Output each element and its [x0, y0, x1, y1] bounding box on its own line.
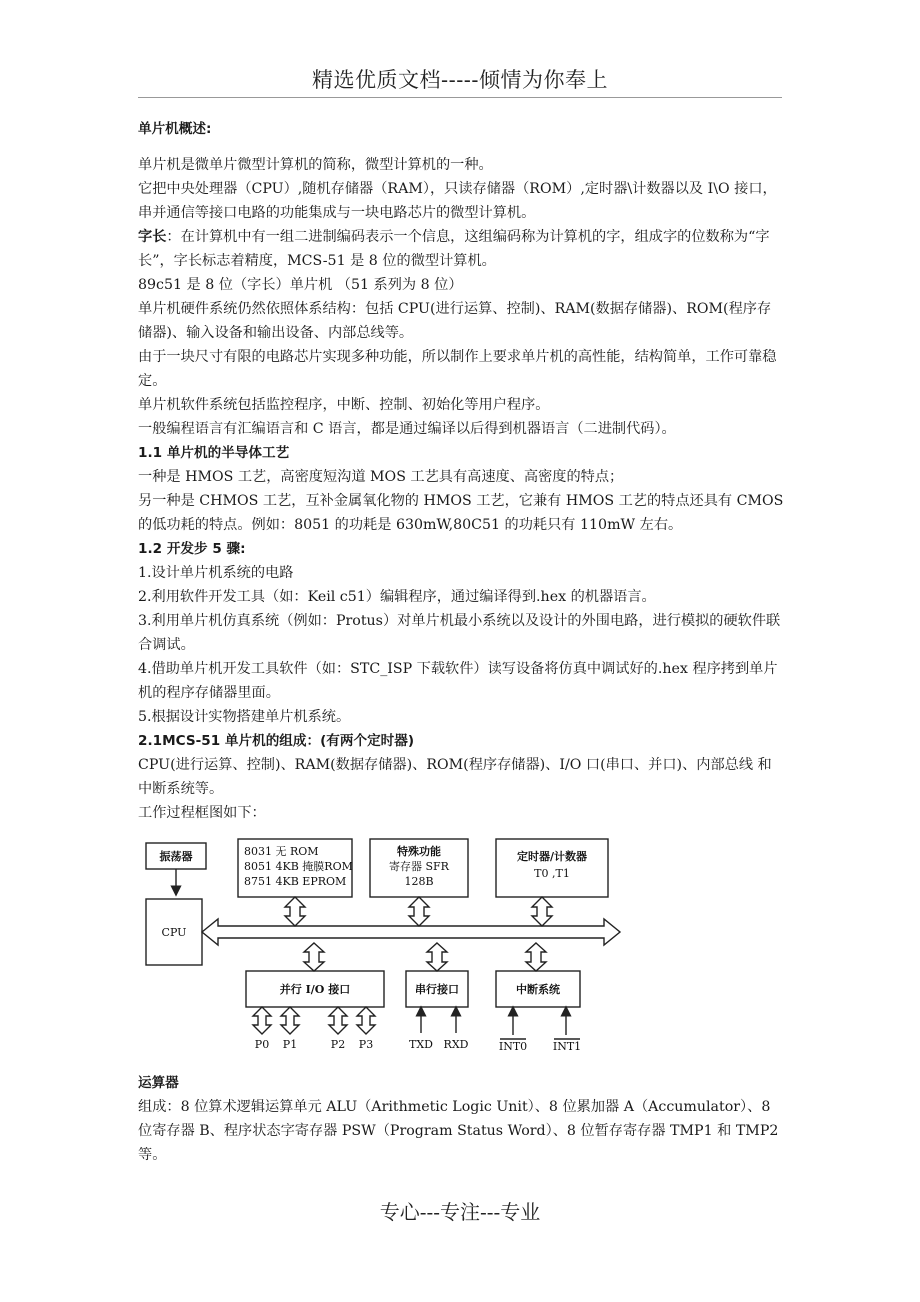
cpu-label: CPU	[161, 926, 187, 939]
port-label: P0	[254, 1038, 270, 1051]
port-p2-arrow	[329, 1007, 347, 1034]
block-diagram-svg	[138, 833, 784, 1061]
section-heading-1-1: 1.1 单片机的半导体工艺	[138, 445, 290, 461]
bus-link-serial	[427, 943, 447, 971]
paragraph: 组成：8 位算术逻辑运算单元 ALU（Arithmetic Logic Unit）、8 位累加器 A（Accumulator）、8 位寄存器 B、程序状态字寄存器 PSW（Program Status Word）、8 位暂存寄存器 TMP1 和 TMP2 等。	[138, 1099, 779, 1163]
word-length-text: ：在计算机中有一组二进制编码表示一个信息，这组编码称为计算机的字，组成字的位数称为“字长”，字长标志着精度，MCS-51 是 8 位的微型计算机。	[138, 229, 770, 269]
step-item: 5.根据设计实物搭建单片机系统。	[138, 709, 351, 725]
bus-link-parallel	[304, 943, 324, 971]
header-divider	[138, 97, 782, 98]
timer-line: 定时器/计数器	[516, 850, 588, 863]
block-diagram	[138, 833, 784, 1061]
paragraph: 单片机硬件系统仍然依照体系结构：包括 CPU(进行运算、控制)、RAM(数据存储器)、ROM(程序存储器)、输入设备和输出设备、内部总线等。	[138, 301, 772, 341]
port-label: P3	[358, 1038, 374, 1051]
step-item: 1.设计单片机系统的电路	[138, 565, 294, 581]
paragraph: CPU(进行运算、控制)、RAM(数据存储器)、ROM(程序存储器)、I/O 口(串口、并口)、内部总线 和中断系统等。	[138, 757, 772, 797]
paragraph-word-length	[138, 225, 784, 273]
timer-line: T0 ,T1	[534, 867, 570, 880]
rom-line: 8751 4KB EPROM	[244, 875, 347, 888]
paragraph: 由于一块尺寸有限的电路芯片实现多种功能，所以制作上要求单片机的高性能，结构简单，工作可靠稳定。	[138, 349, 777, 389]
rom-line: 8051 4KB 掩膜ROM	[244, 860, 353, 873]
oscillator-label: 振荡器	[159, 850, 193, 863]
rom-line: 8031 无 ROM	[244, 845, 319, 858]
paragraph: 工作过程框图如下：	[138, 805, 266, 821]
port-p1-arrow	[281, 1007, 299, 1034]
int1-label: INT1	[552, 1040, 582, 1053]
sfr-line: 128B	[404, 875, 434, 888]
document-body	[138, 117, 784, 1167]
sfr-line: 寄存器 SFR	[389, 860, 449, 873]
step-item: 3.利用单片机仿真系统（例如：Protus）对单片机最小系统以及设计的外围电路，进行模拟的硬软件联合调试。	[138, 613, 781, 653]
txd-label: TXD	[409, 1038, 433, 1051]
bus-link-timer	[532, 897, 552, 926]
alu-heading: 运算器	[138, 1075, 179, 1091]
step-item: 4.借助单片机开发工具软件（如：STC_ISP 下载软件）读写设备将仿真中调试好的.hex 程序拷到单片机的程序存储器里面。	[138, 661, 778, 701]
parallel-io-label: 并行 I/O 接口	[279, 983, 351, 996]
serial-io-label: 串行接口	[415, 983, 459, 996]
sfr-line: 特殊功能	[397, 845, 441, 858]
bus-link-rom	[285, 897, 305, 926]
port-p0-arrow	[253, 1007, 271, 1034]
port-label: P1	[282, 1038, 298, 1051]
port-p3-arrow	[357, 1007, 375, 1034]
internal-bus	[202, 919, 620, 945]
paragraph: 另一种是 CHMOS 工艺，互补金属氧化物的 HMOS 工艺，它兼有 HMOS 工艺的特点还具有 CMOS 的低功耗的特点。例如：8051 的功耗是 630mW,80C51 的功耗只有 110mW 左右。	[138, 493, 784, 533]
paragraph: 一般编程语言有汇编语言和 C 语言，都是通过编译以后得到机器语言（二进制代码）。	[138, 421, 676, 437]
port-label: P2	[330, 1038, 346, 1051]
bus-link-sfr	[409, 897, 429, 926]
interrupt-label: 中断系统	[516, 983, 560, 996]
term-word-length: 字长	[138, 229, 167, 245]
paragraph: 单片机软件系统包括监控程序，中断、控制、初始化等用户程序。	[138, 397, 550, 413]
int0-label: INT0	[498, 1040, 528, 1053]
step-item: 2.利用软件开发工具（如：Keil c51）编辑程序，通过编译得到.hex 的机器语言。	[138, 589, 656, 605]
section-heading-2-1: 2.1MCS-51 单片机的组成：(有两个定时器)	[138, 733, 415, 749]
overview-heading: 单片机概述:	[138, 121, 212, 137]
paragraph: 89c51 是 8 位（字长）单片机 （51 系列为 8 位）	[138, 277, 463, 293]
rxd-label: RXD	[443, 1038, 469, 1051]
paragraph: 它把中央处理器（CPU）,随机存储器（RAM），只读存储器（ROM）,定时器\计数器以及 I\O 接口，串并通信等接口电路的功能集成与一块电路芯片的微型计算机。	[138, 181, 777, 221]
paragraph: 单片机是微单片微型计算机的简称，微型计算机的一种。	[138, 157, 493, 173]
section-heading-1-2: 1.2 开发步 5 骤:	[138, 541, 246, 557]
bus-link-interrupt	[526, 943, 546, 971]
paragraph: 一种是 HMOS 工艺，高密度短沟道 MOS 工艺具有高速度、高密度的特点；	[138, 469, 624, 485]
page-header: 精选优质文档-----倾情为你奉上	[312, 68, 608, 92]
page-footer: 专心---专注---专业	[379, 1200, 541, 1224]
